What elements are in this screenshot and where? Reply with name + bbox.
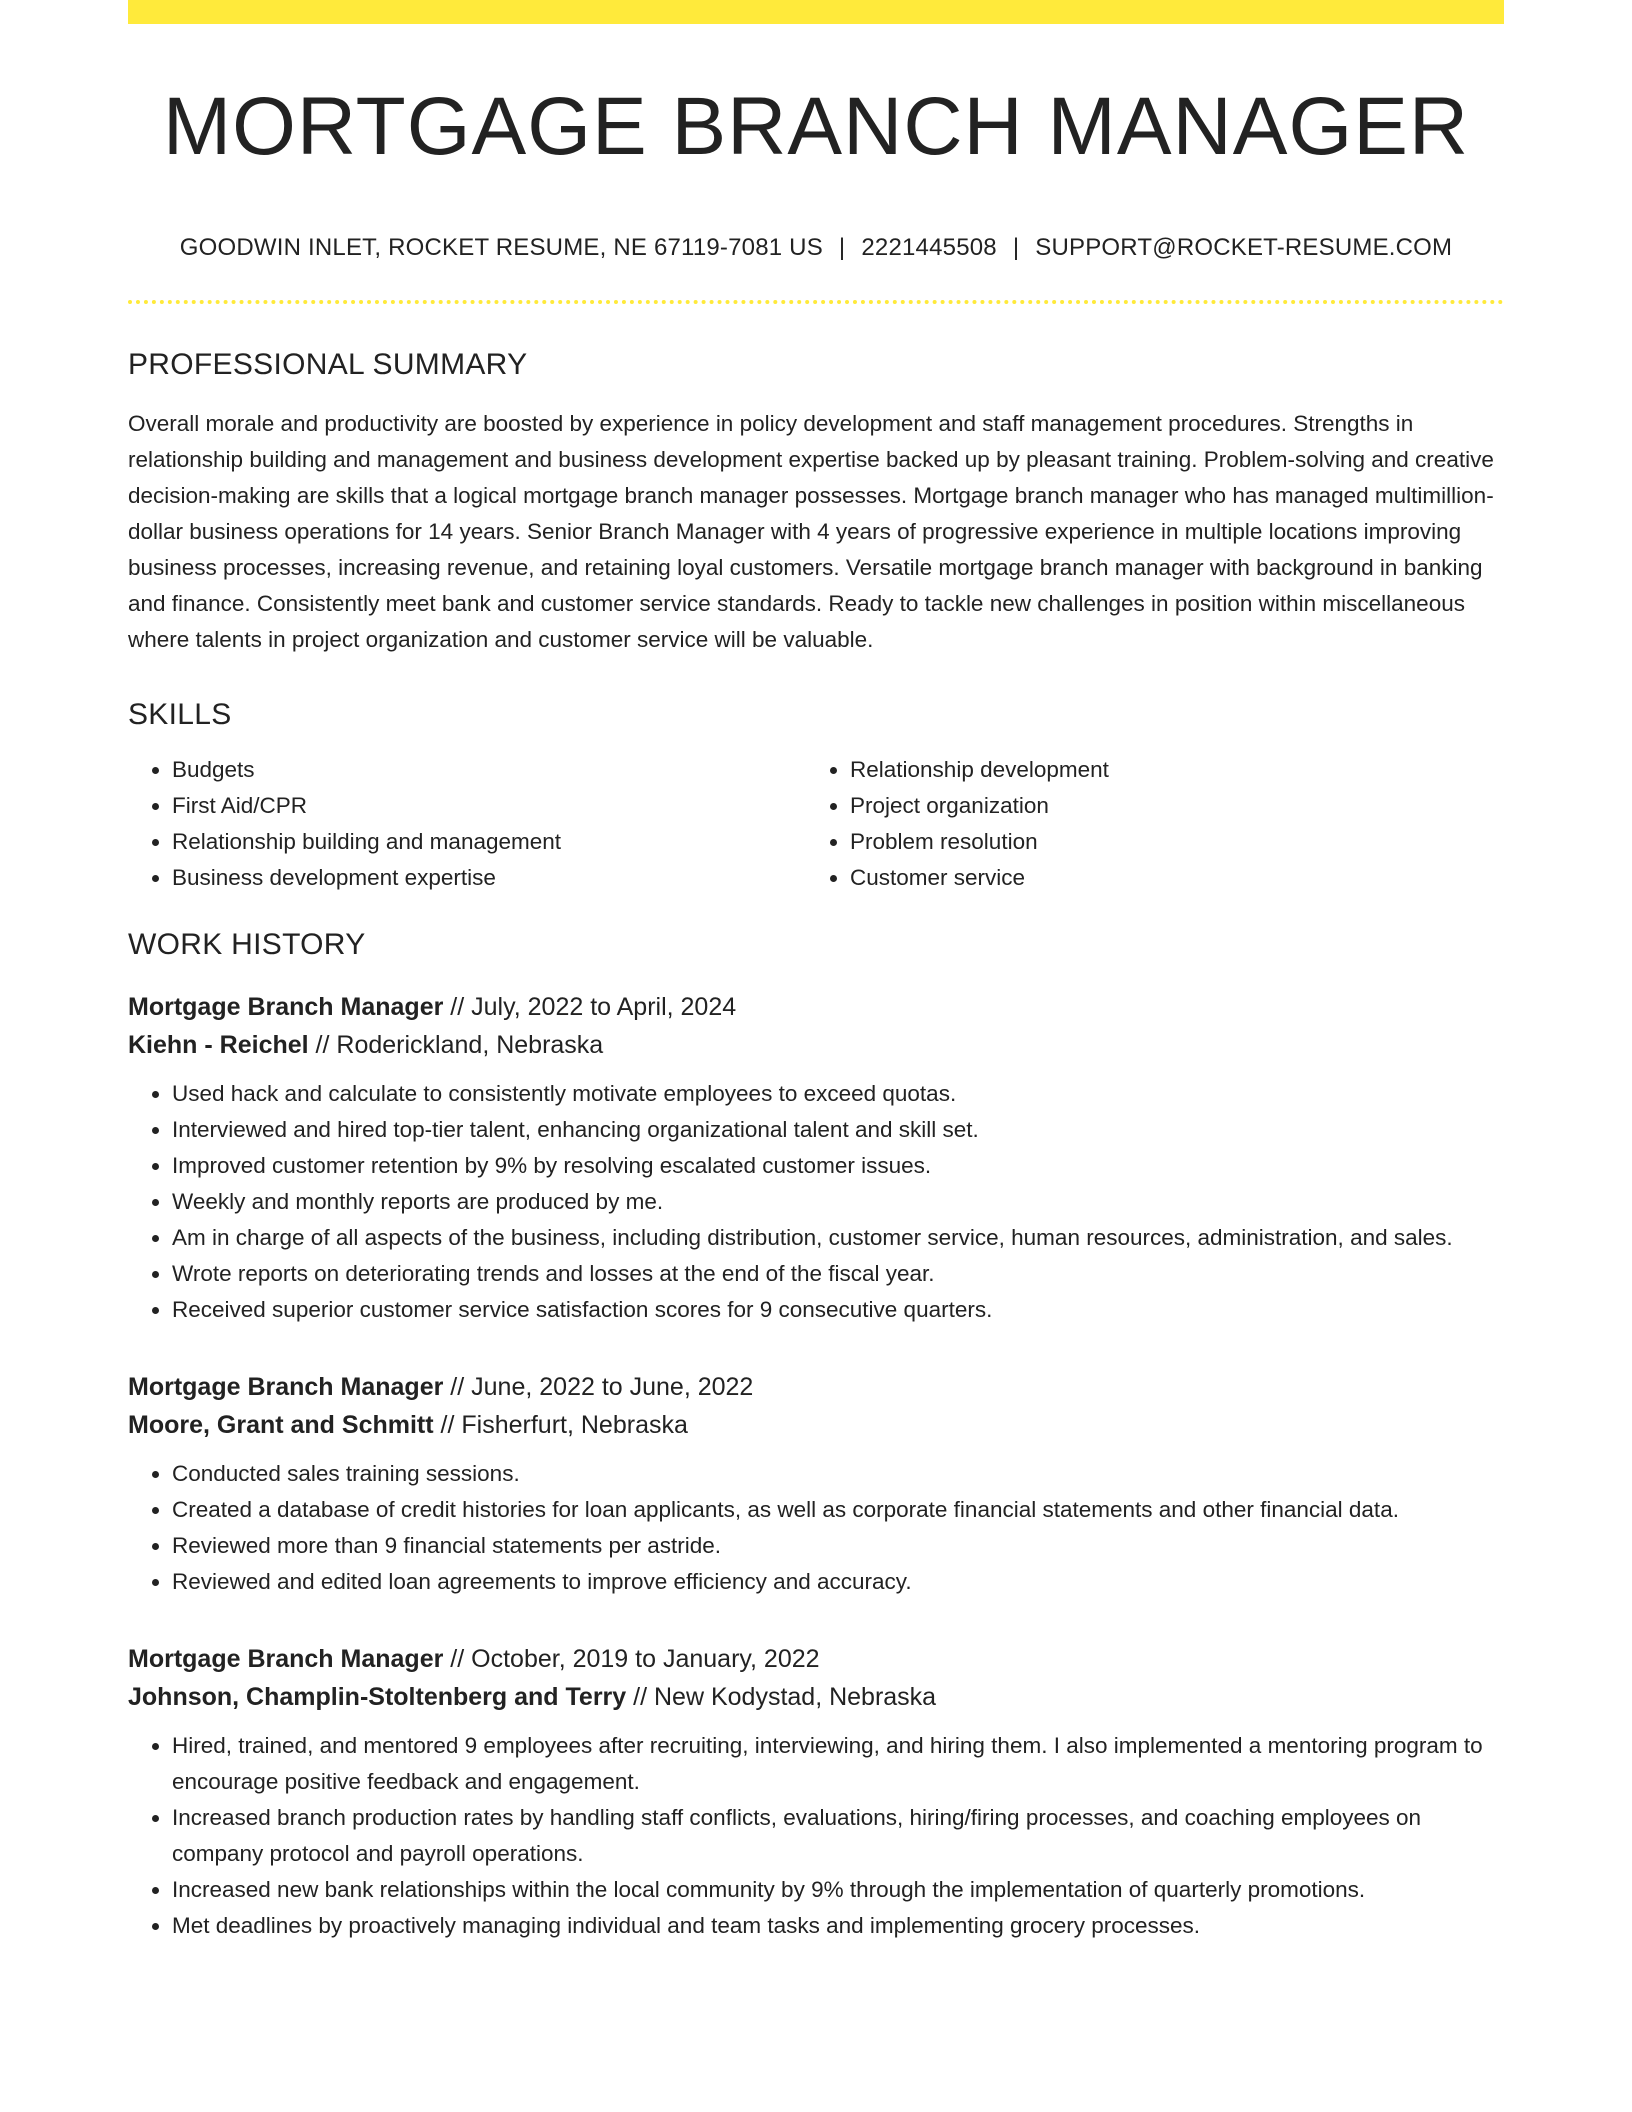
job-dates: June, 2022 to June, 2022 bbox=[471, 1373, 754, 1402]
phone-text: 2221445508 bbox=[861, 234, 997, 262]
contact-separator: | bbox=[838, 234, 846, 262]
skill-item: • Business development expertise bbox=[172, 860, 806, 896]
address-text: GOODWIN INLET, ROCKET RESUME, NE 67119-7081 US bbox=[179, 234, 823, 262]
job-bullet: • Increased new bank relationships within the local community by 9% through the implementation of quarterly promotions. bbox=[172, 1872, 1504, 1908]
delimiter: // bbox=[450, 1645, 465, 1674]
job-title-line bbox=[128, 988, 1504, 1026]
job-title: Mortgage Branch Manager bbox=[128, 1373, 444, 1402]
contact-separator: | bbox=[1012, 234, 1020, 262]
company-name: Johnson, Champlin-Stoltenberg and Terry bbox=[128, 1683, 627, 1712]
accent-bar bbox=[128, 0, 1504, 24]
job-bullet: • Created a database of credit histories for loan applicants, as well as corporate financial statements and other financial data. bbox=[172, 1492, 1504, 1528]
resume-title: MORTGAGE BRANCH MANAGER bbox=[162, 81, 1470, 172]
job-bullet: • Weekly and monthly reports are produced by me. bbox=[172, 1184, 1504, 1220]
job-bullets bbox=[128, 1456, 1504, 1600]
job-bullet: • Improved customer retention by 9% by resolving escalated customer issues. bbox=[172, 1148, 1504, 1184]
job-title: Mortgage Branch Manager bbox=[128, 993, 444, 1022]
job-bullet: • Wrote reports on deteriorating trends and losses at the end of the fiscal year. bbox=[172, 1256, 1504, 1292]
delimiter: // bbox=[440, 1411, 455, 1440]
work-history-heading: WORK HISTORY bbox=[128, 928, 366, 962]
skills-column-right bbox=[806, 752, 1530, 896]
job-location: New Kodystad, Nebraska bbox=[654, 1683, 937, 1712]
job-bullet: • Reviewed and edited loan agreements to improve efficiency and accuracy. bbox=[172, 1564, 1504, 1600]
skill-item: • Budgets bbox=[172, 752, 806, 788]
contact-line bbox=[128, 234, 1504, 262]
header-divider bbox=[128, 300, 1504, 304]
skills-column-left bbox=[128, 752, 806, 896]
job-bullet: • Conducted sales training sessions. bbox=[172, 1456, 1504, 1492]
job-bullet: • Increased branch production rates by handling staff conflicts, evaluations, hiring/firing processes, and coaching employees on company protocol and payroll operations. bbox=[172, 1800, 1504, 1872]
job-dates: July, 2022 to April, 2024 bbox=[471, 993, 737, 1022]
summary-paragraph: Overall morale and productivity are boosted by experience in policy development and staff management procedures. Strengths in relationship building and management and business development expertise backed up by pleasant training. Problem-solving and creative decision-making are skills that a logical mortgage branch manager possesses. Mortgage branch manager who has managed multimillion-dollar business operations for 14 years. Senior Branch Manager with 4 years of progressive experience in multiple locations improving business processes, increasing revenue, and retaining loyal customers. Versatile mortgage branch manager with background in banking and finance. Consistently meet bank and customer service standards. Ready to tackle new challenges in position within miscellaneous where talents in project organization and customer service will be valuable. bbox=[128, 411, 1494, 653]
job-location: Fisherfurt, Nebraska bbox=[461, 1411, 688, 1440]
job-entry bbox=[128, 1640, 1504, 1944]
skill-item: • Problem resolution bbox=[850, 824, 1530, 860]
job-title-line bbox=[128, 1368, 1504, 1406]
job-dates: October, 2019 to January, 2022 bbox=[471, 1645, 820, 1674]
resume-page bbox=[128, 0, 1504, 1944]
skill-item: • Customer service bbox=[850, 860, 1530, 896]
job-bullet: • Met deadlines by proactively managing individual and team tasks and implementing grocery processes. bbox=[172, 1908, 1504, 1944]
job-company-line bbox=[128, 1026, 1504, 1064]
email-link[interactable]: SUPPORT@ROCKET-RESUME.COM bbox=[1035, 234, 1453, 262]
skill-item: • First Aid/CPR bbox=[172, 788, 806, 824]
job-bullet: • Am in charge of all aspects of the business, including distribution, customer service, human resources, administration, and sales. bbox=[172, 1220, 1504, 1256]
job-bullets bbox=[128, 1076, 1504, 1328]
job-bullet: • Used hack and calculate to consistently motivate employees to exceed quotas. bbox=[172, 1076, 1504, 1112]
company-name: Kiehn - Reichel bbox=[128, 1031, 309, 1060]
company-name: Moore, Grant and Schmitt bbox=[128, 1411, 434, 1440]
summary-heading: PROFESSIONAL SUMMARY bbox=[128, 348, 528, 382]
job-bullet: • Hired, trained, and mentored 9 employees after recruiting, interviewing, and hiring them. I also implemented a mentoring program to encourage positive feedback and engagement. bbox=[172, 1728, 1504, 1800]
job-bullets bbox=[128, 1728, 1504, 1944]
delimiter: // bbox=[450, 1373, 465, 1402]
job-location: Roderickland, Nebraska bbox=[336, 1031, 604, 1060]
skill-item: • Relationship development bbox=[850, 752, 1530, 788]
skills-list bbox=[128, 752, 1504, 896]
delimiter: // bbox=[315, 1031, 330, 1060]
job-bullet: • Reviewed more than 9 financial statements per astride. bbox=[172, 1528, 1504, 1564]
delimiter: // bbox=[633, 1683, 648, 1712]
skill-item: • Project organization bbox=[850, 788, 1530, 824]
job-bullet: • Received superior customer service satisfaction scores for 9 consecutive quarters. bbox=[172, 1292, 1504, 1328]
delimiter: // bbox=[450, 993, 465, 1022]
job-company-line bbox=[128, 1406, 1504, 1444]
skills-heading: SKILLS bbox=[128, 698, 232, 732]
job-title: Mortgage Branch Manager bbox=[128, 1645, 444, 1674]
job-entry bbox=[128, 988, 1504, 1328]
job-bullet: • Interviewed and hired top-tier talent, enhancing organizational talent and skill set. bbox=[172, 1112, 1504, 1148]
job-title-line bbox=[128, 1640, 1504, 1678]
job-company-line bbox=[128, 1678, 1504, 1716]
job-entry bbox=[128, 1368, 1504, 1600]
skill-item: • Relationship building and management bbox=[172, 824, 806, 860]
